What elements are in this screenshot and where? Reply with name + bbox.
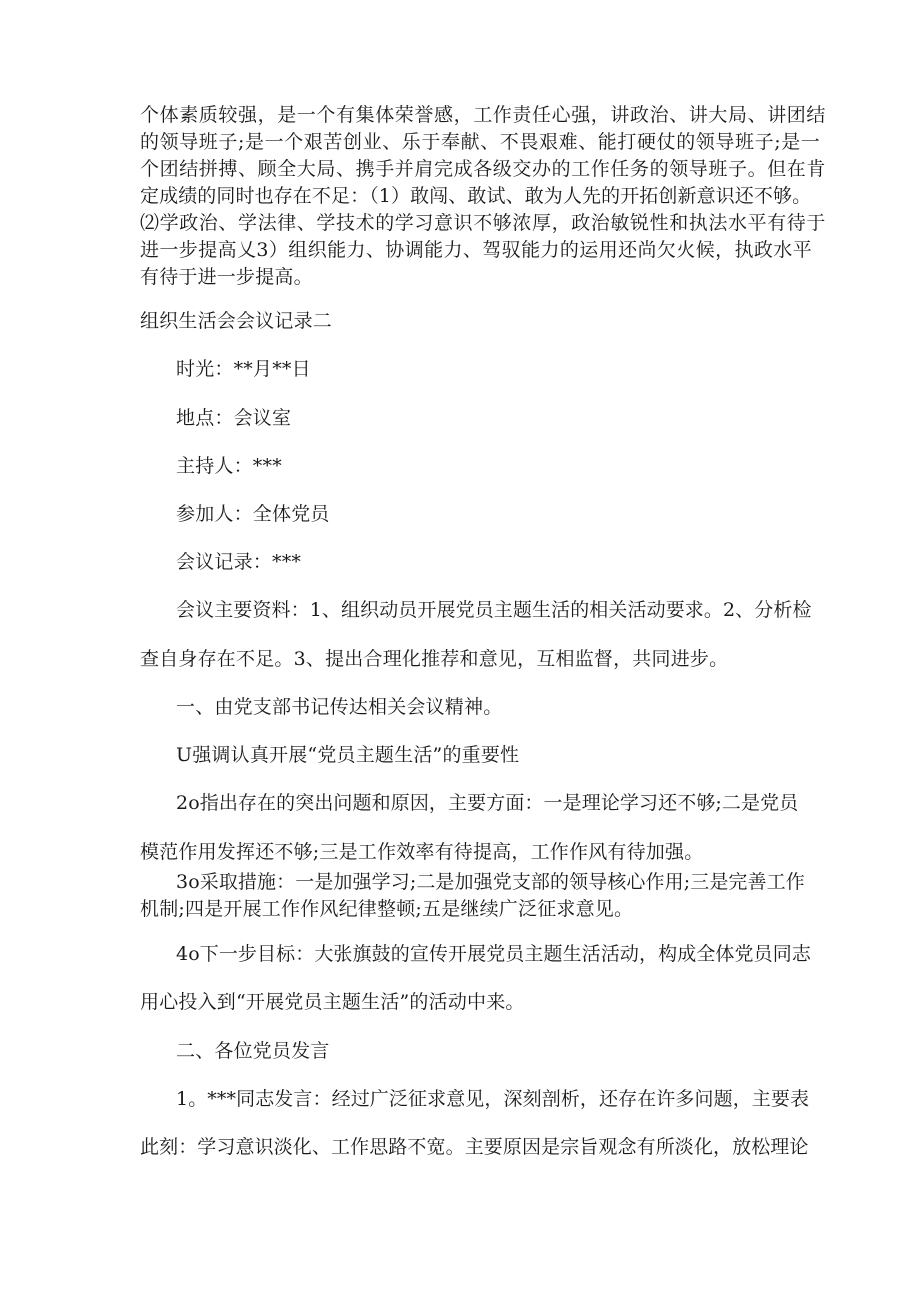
meta-time: 时光：**月**日: [176, 358, 311, 380]
main-content-line-1: 会议主要资料：1、组织动员开展党员主题生活的相关活动要求。2、分析检: [176, 599, 812, 621]
meta-recorder: 会议记录：***: [176, 551, 302, 573]
intro-line-5: ⑵学政治、学法律、学技术的学习意识不够浓厚，政治敏锐性和执法水平有待于: [140, 212, 827, 234]
section-title: 组织生活会会议记录二: [140, 310, 333, 332]
part-one-item-3-line-1: 3o采取措施：一是加强学习;二是加强党支部的领导核心作用;三是完善工作: [176, 871, 805, 893]
part-two-item-1-line-2: 此刻：学习意识淡化、工作思路不宽。主要原因是宗旨观念有所淡化，放松理论: [140, 1136, 809, 1158]
intro-line-3: 个团结拼搏、顾全大局、携手并肩完成各级交办的工作任务的领导班子。但在肯: [140, 158, 827, 180]
part-one-item-1: U强调认真开展“党员主题生活”的重要性: [176, 744, 520, 766]
part-two-item-1-line-1: 1。***同志发言：经过广泛征求意见，深刻剖析，还存在许多问题，主要表: [176, 1088, 810, 1110]
part-two-heading: 二、各位党员发言: [176, 1040, 330, 1062]
meta-place: 地点：会议室: [176, 407, 292, 429]
part-one-item-2-line-2: 模范作用发挥还不够;三是工作效率有待提高，工作作风有待加强。: [140, 841, 704, 863]
part-one-item-4-line-2: 用心投入到“开展党员主题生活”的活动中来。: [140, 991, 525, 1013]
intro-line-4: 定成绩的同时也存在不足：（1）敢闯、敢试、敢为人先的开拓创新意识还不够。: [140, 185, 812, 207]
intro-line-6: 进一步提高乂3）组织能力、协调能力、驾驭能力的运用还尚欠火候，执政水平: [140, 239, 813, 261]
intro-line-2: 的领导班子;是一个艰苦创业、乐于奉献、不畏艰难、能打硬仗的领导班子;是一: [140, 131, 821, 153]
part-one-item-4-line-1: 4o下一步目标：大张旗鼓的宣传开展党员主题生活活动，构成全体党员同志: [176, 943, 811, 965]
main-content-line-2: 查自身存在不足。3、提出合理化推荐和意见，互相监督，共同进步。: [140, 648, 729, 670]
part-one-item-2-line-1: 2o指出存在的突出问题和原因，主要方面：一是理论学习还不够;二是党员: [176, 792, 799, 814]
meta-attendees: 参加人：全体党员: [176, 503, 330, 525]
part-one-heading: 一、由党支部书记传达相关会议精神。: [176, 696, 503, 718]
part-one-item-3-line-2: 机制;四是开展工作作风纪律整顿;五是继续广泛征求意见。: [140, 898, 634, 920]
meta-host: 主持人：***: [176, 455, 282, 477]
intro-line-7: 有待于进一步提高。: [140, 266, 313, 288]
intro-line-1: 个体素质较强，是一个有集体荣誉感，工作责任心强，讲政治、讲大局、讲团结: [140, 104, 827, 126]
